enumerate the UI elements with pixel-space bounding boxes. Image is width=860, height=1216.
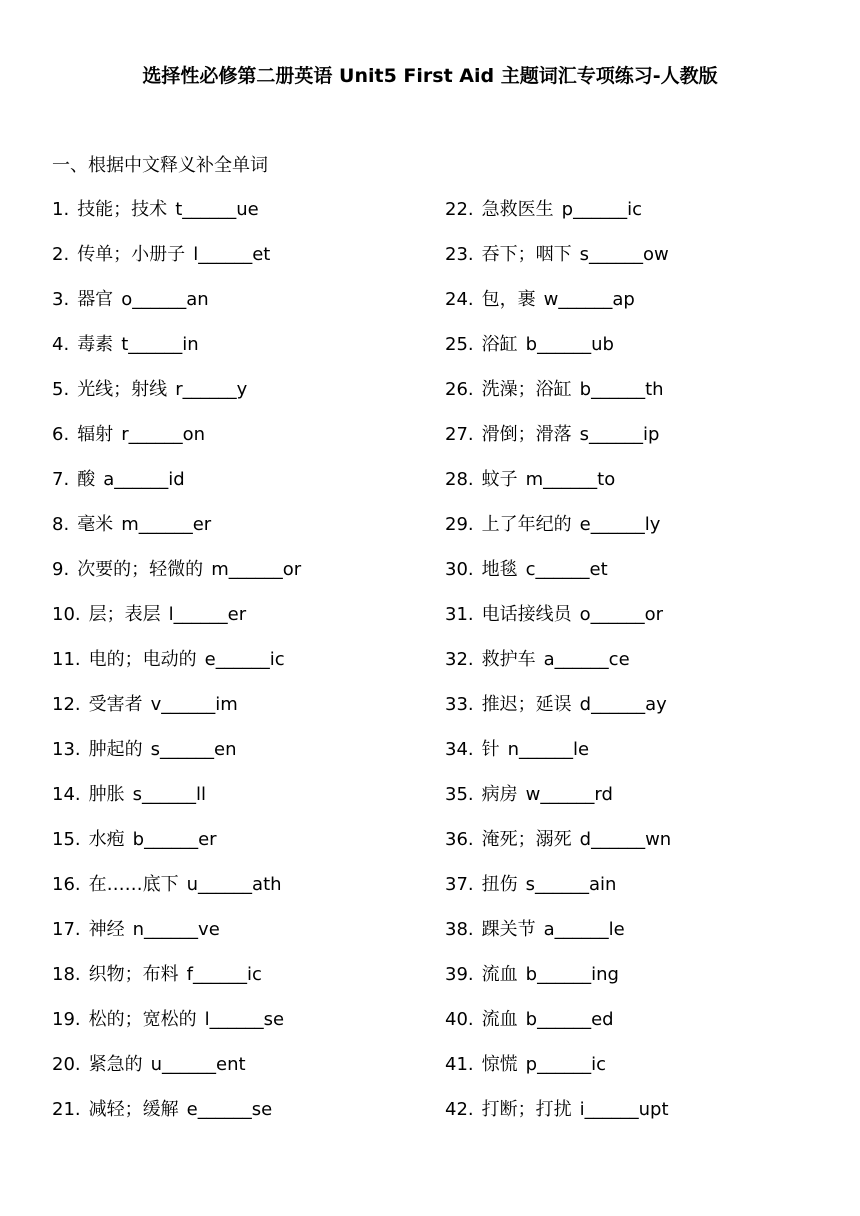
chinese-meaning: 松的；宽松的 <box>88 1009 197 1030</box>
word-blank: t______in <box>121 334 199 355</box>
vocab-item <box>445 781 835 826</box>
word-blank: a______ce <box>543 649 630 670</box>
vocab-item <box>445 556 835 601</box>
left-column <box>52 196 442 1141</box>
word-blank: d______wn <box>579 829 672 850</box>
word-blank: s______ow <box>579 244 669 265</box>
vocab-item <box>52 286 442 331</box>
vocab-item <box>52 196 442 241</box>
word-blank: s______en <box>150 739 237 760</box>
item-number: 19. <box>52 1009 81 1030</box>
chinese-meaning: 电话接线员 <box>481 604 572 625</box>
vocab-item <box>52 1051 442 1096</box>
chinese-meaning: 器官 <box>77 289 114 310</box>
vocab-item <box>445 286 835 331</box>
vocab-item <box>445 736 835 781</box>
vocab-item <box>445 1096 835 1141</box>
chinese-meaning: 上了年纪的 <box>481 514 572 535</box>
item-number: 20. <box>52 1054 81 1075</box>
vocab-item <box>52 466 442 511</box>
word-blank: u______ath <box>186 874 282 895</box>
chinese-meaning: 紧急的 <box>88 1054 143 1075</box>
vocab-item <box>445 511 835 556</box>
vocab-item <box>52 781 442 826</box>
word-blank: n______ve <box>132 919 220 940</box>
chinese-meaning: 织物；布料 <box>88 964 179 985</box>
chinese-meaning: 肿起的 <box>88 739 143 760</box>
item-number: 33. <box>445 694 474 715</box>
word-blank: l______et <box>193 244 271 265</box>
vocab-item <box>52 826 442 871</box>
chinese-meaning: 扭伤 <box>481 874 518 895</box>
item-number: 11. <box>52 649 81 670</box>
section-heading: 一、根据中文释义补全单词 <box>52 155 268 176</box>
vocab-item <box>52 1096 442 1141</box>
chinese-meaning: 救护车 <box>481 649 536 670</box>
word-blank: p______ic <box>525 1054 606 1075</box>
word-blank: s______ip <box>579 424 660 445</box>
item-number: 24. <box>445 289 474 310</box>
word-blank: n______le <box>507 739 590 760</box>
vocab-item <box>445 961 835 1006</box>
vocab-item <box>445 916 835 961</box>
item-number: 30. <box>445 559 474 580</box>
item-number: 40. <box>445 1009 474 1030</box>
vocab-item <box>445 331 835 376</box>
word-blank: b______ub <box>525 334 614 355</box>
word-blank: s______ll <box>132 784 207 805</box>
vocab-item <box>52 916 442 961</box>
chinese-meaning: 洗澡；浴缸 <box>481 379 572 400</box>
vocab-item <box>445 826 835 871</box>
vocab-item <box>52 241 442 286</box>
chinese-meaning: 神经 <box>88 919 125 940</box>
item-number: 3. <box>52 289 70 310</box>
word-blank: t______ue <box>175 199 259 220</box>
word-blank: b______er <box>132 829 217 850</box>
word-blank: i______upt <box>579 1099 669 1120</box>
item-number: 32. <box>445 649 474 670</box>
chinese-meaning: 打断；打扰 <box>481 1099 572 1120</box>
vocab-item <box>445 601 835 646</box>
item-number: 26. <box>445 379 474 400</box>
item-number: 21. <box>52 1099 81 1120</box>
word-blank: o______an <box>121 289 209 310</box>
chinese-meaning: 蚊子 <box>481 469 518 490</box>
chinese-meaning: 层；表层 <box>88 604 161 625</box>
vocab-item <box>52 691 442 736</box>
chinese-meaning: 急救医生 <box>481 199 554 220</box>
vocab-item <box>52 871 442 916</box>
item-number: 23. <box>445 244 474 265</box>
item-number: 41. <box>445 1054 474 1075</box>
item-number: 35. <box>445 784 474 805</box>
vocab-item <box>445 1051 835 1096</box>
chinese-meaning: 滑倒；滑落 <box>481 424 572 445</box>
chinese-meaning: 浴缸 <box>481 334 518 355</box>
item-number: 13. <box>52 739 81 760</box>
vocab-item <box>445 196 835 241</box>
vocab-item <box>52 961 442 1006</box>
word-blank: m______or <box>211 559 302 580</box>
vocab-item <box>52 646 442 691</box>
item-number: 42. <box>445 1099 474 1120</box>
chinese-meaning: 肿胀 <box>88 784 125 805</box>
chinese-meaning: 惊慌 <box>481 1054 518 1075</box>
item-number: 6. <box>52 424 70 445</box>
chinese-meaning: 光线；射线 <box>77 379 168 400</box>
item-number: 10. <box>52 604 81 625</box>
item-number: 2. <box>52 244 70 265</box>
item-number: 17. <box>52 919 81 940</box>
word-blank: m______er <box>121 514 212 535</box>
right-column <box>445 196 835 1141</box>
word-blank: a______le <box>543 919 625 940</box>
chinese-meaning: 技能；技术 <box>77 199 168 220</box>
page-title: 选择性必修第二册英语 Unit5 First Aid 主题词汇专项练习-人教版 <box>142 65 718 87</box>
chinese-meaning: 电的；电动的 <box>88 649 197 670</box>
chinese-meaning: 针 <box>481 739 500 760</box>
item-number: 38. <box>445 919 474 940</box>
item-number: 29. <box>445 514 474 535</box>
vocab-item <box>445 466 835 511</box>
vocab-item <box>52 601 442 646</box>
word-blank: p______ic <box>561 199 642 220</box>
vocab-item <box>445 1006 835 1051</box>
chinese-meaning: 包，裹 <box>481 289 536 310</box>
chinese-meaning: 淹死；溺死 <box>481 829 572 850</box>
item-number: 16. <box>52 874 81 895</box>
chinese-meaning: 在……底下 <box>88 874 179 895</box>
word-blank: e______ic <box>204 649 285 670</box>
word-blank: s______ain <box>525 874 617 895</box>
word-blank: w______rd <box>525 784 613 805</box>
chinese-meaning: 踝关节 <box>481 919 536 940</box>
chinese-meaning: 辐射 <box>77 424 114 445</box>
chinese-meaning: 病房 <box>481 784 518 805</box>
word-blank: l______er <box>168 604 247 625</box>
chinese-meaning: 毒素 <box>77 334 114 355</box>
item-number: 22. <box>445 199 474 220</box>
word-blank: m______to <box>525 469 616 490</box>
vocab-item <box>52 736 442 781</box>
chinese-meaning: 毫米 <box>77 514 114 535</box>
vocab-item <box>52 511 442 556</box>
word-blank: r______on <box>121 424 206 445</box>
chinese-meaning: 水疱 <box>88 829 125 850</box>
word-blank: r______y <box>175 379 248 400</box>
item-number: 4. <box>52 334 70 355</box>
vocab-item <box>445 421 835 466</box>
vocab-item <box>445 376 835 421</box>
vocab-item <box>52 1006 442 1051</box>
chinese-meaning: 次要的；轻微的 <box>77 559 204 580</box>
vocab-item <box>52 376 442 421</box>
chinese-meaning: 流血 <box>481 964 518 985</box>
item-number: 25. <box>445 334 474 355</box>
vocab-item <box>445 241 835 286</box>
word-blank: b______ing <box>525 964 619 985</box>
chinese-meaning: 推迟；延误 <box>481 694 572 715</box>
word-blank: b______ed <box>525 1009 614 1030</box>
item-number: 28. <box>445 469 474 490</box>
item-number: 1. <box>52 199 70 220</box>
vocab-item <box>445 691 835 736</box>
chinese-meaning: 地毯 <box>481 559 518 580</box>
word-blank: e______ly <box>579 514 661 535</box>
item-number: 39. <box>445 964 474 985</box>
word-blank: w______ap <box>543 289 635 310</box>
word-blank: v______im <box>150 694 238 715</box>
word-blank: b______th <box>579 379 664 400</box>
word-blank: f______ic <box>186 964 262 985</box>
chinese-meaning: 流血 <box>481 1009 518 1030</box>
item-number: 27. <box>445 424 474 445</box>
word-blank: c______et <box>525 559 608 580</box>
word-blank: l______se <box>204 1009 285 1030</box>
chinese-meaning: 酸 <box>77 469 96 490</box>
word-blank: e______se <box>186 1099 273 1120</box>
vocab-item <box>445 871 835 916</box>
item-number: 8. <box>52 514 70 535</box>
item-number: 15. <box>52 829 81 850</box>
word-blank: o______or <box>579 604 664 625</box>
chinese-meaning: 减轻；缓解 <box>88 1099 179 1120</box>
item-number: 5. <box>52 379 70 400</box>
chinese-meaning: 吞下；咽下 <box>481 244 572 265</box>
vocab-item <box>52 556 442 601</box>
vocab-item <box>52 331 442 376</box>
word-blank: u______ent <box>150 1054 246 1075</box>
vocab-item <box>52 421 442 466</box>
item-number: 34. <box>445 739 474 760</box>
item-number: 36. <box>445 829 474 850</box>
item-number: 37. <box>445 874 474 895</box>
chinese-meaning: 传单；小册子 <box>77 244 186 265</box>
item-number: 7. <box>52 469 70 490</box>
word-blank: d______ay <box>579 694 667 715</box>
item-number: 31. <box>445 604 474 625</box>
item-number: 9. <box>52 559 70 580</box>
word-blank: a______id <box>103 469 185 490</box>
item-number: 12. <box>52 694 81 715</box>
item-number: 14. <box>52 784 81 805</box>
item-number: 18. <box>52 964 81 985</box>
chinese-meaning: 受害者 <box>88 694 143 715</box>
vocab-item <box>445 646 835 691</box>
